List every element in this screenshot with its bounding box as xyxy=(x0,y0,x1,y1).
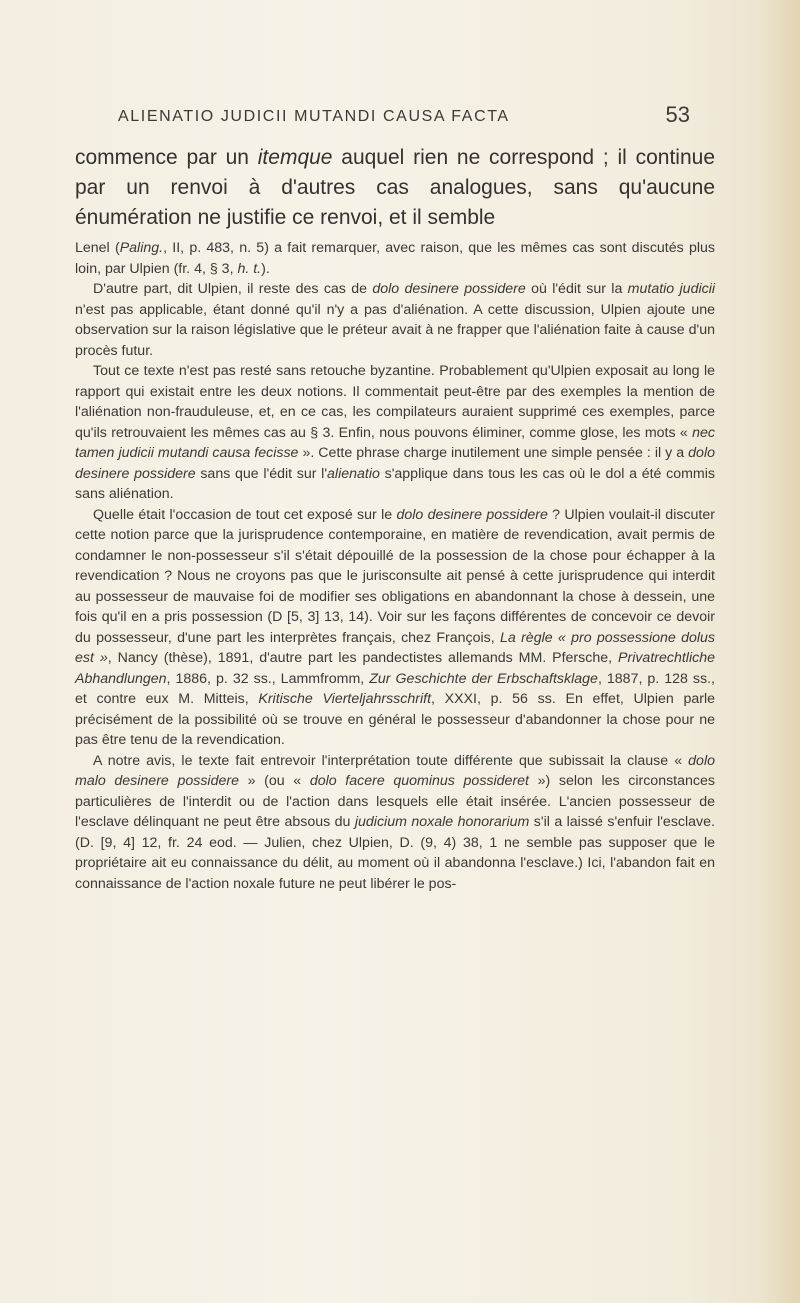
italic-run: h. t. xyxy=(237,260,262,277)
italic-run: judicium noxale honorarium xyxy=(354,814,530,830)
italic-run: dolo desinere possidere xyxy=(372,281,526,297)
running-title: ALIENATIO JUDICII MUTANDI CAUSA FACTA xyxy=(118,108,510,125)
running-header xyxy=(118,102,690,127)
intro-text: commence par un itemque auquel rien ne correspond ; il continue par un renvoi à d'autres cas analogues, sans qu'aucune énumération ne justifie ce renvoi, et il semble xyxy=(75,146,716,229)
italic-run: Privatrechtliche Abhandlungen xyxy=(75,650,715,687)
italic-run: mutatio judicii xyxy=(627,281,716,297)
paragraph-3: Tout ce texte n'est pas resté sans retouche byzantine. Probablement qu'Ulpien exposait au long le rapport qui existait entre les deux notions. Il commentait peut-être par des exemples la mention de l'aliénation non-frauduleuse, et, en ce cas, les compilateurs auraient supprimé ces exemples, parce qu'ils retrouvaient les mêmes cas au § 3. Enfin, nous pouvons éliminer, comme glose, les mots « nec tamen judicii mutandi causa fecisse ». Cette phrase charge inutilement une simple pensée : il y a dolo desinere possidere sans que l'édit sur l'alienatio s'applique dans tous les cas où le dol a été commis sans aliénation. xyxy=(75,363,715,502)
page-edge-stain xyxy=(760,0,800,1303)
footnote-block xyxy=(75,238,715,894)
italic-run: nec tamen judicii mutandi causa fecisse xyxy=(75,424,715,461)
italic-run: La règle « pro possessione dolus est » xyxy=(75,629,715,666)
italic-run: itemque xyxy=(257,146,333,169)
paragraph-1: Lenel (Paling., II, p. 483, n. 5) a fait remarquer, avec raison, que les mêmes cas sont discutés plus loin, par Ulpien (fr. 4, § 3, h. t.). xyxy=(75,240,715,277)
italic-run: Paling. xyxy=(119,240,164,256)
paragraph-5: A notre avis, le texte fait entrevoir l'interprétation toute différente que subissait la clause « dolo malo desinere possidere » (ou « dolo facere quominus possideret ») selon les circonstances particulières de l'interdit ou de l'action dans lesquels elle était insérée. L'ancien possesseur de l'esclave délinquant ne peut être absous du judicium noxale honorarium s'il a laissé s'enfuir l'esclave. (D. [9, 4] 12, fr. 24 eod. — Julien, chez Ulpien, D. (9, 4) 38, 1 ne semble pas supposer que le propriétaire ait eu connaissance du délit, au moment où il abandonna l'esclave.) Ici, l'abandon fait en connaissance de l'action noxale future ne peut libérer le pos- xyxy=(75,752,715,892)
paragraph-2: D'autre part, dit Ulpien, il reste des cas de dolo desinere possidere où l'édit sur la mutatio judicii n'est pas applicable, étant donné qu'il n'y a pas d'aliénation. A cette discussion, Ulpien ajoute une observation sur la raison législative que le préteur avait à ne frapper que l'aliénation faite à cause d'un procès futur. xyxy=(75,281,716,359)
italic-run: dolo facere quominus possideret xyxy=(309,773,529,789)
paragraph-4: Quelle était l'occasion de tout cet exposé sur le dolo desinere possidere ? Ulpien voulait-il discuter cette notion parce que la jurisprudence contemporaine, en matière de revendication, avait permis de condamner le non-possesseur s'il s'était dépouillé de la possession de la chose pour échapper à la revendication ? Nous ne croyons pas que le jurisconsulte ait pensé à cette jurisprudence qui interdit au possesseur de mauvaise foi de modifier ses obligations en abandonnant la chose à dessein, une fois qu'il en a pris possession (D [5, 3] 13, 14). Voir sur les façons différentes de concevoir ce devoir du possesseur, d'une part les interprètes français, chez François, La règle « pro possessione dolus est », Nancy (thèse), 1891, d'autre part les pandectistes allemands MM. Pfersche, Privatrechtliche Abhandlungen, 1886, p. 32 ss., Lammfromm, Zur Geschichte der Erbschaftsklage, 1887, p. 128 ss., et contre eux M. Mitteis, Kritische Vierteljahrsschrift, XXXI, p. 56 ss. En effet, Ulpien parle précisément de la possibilité où se trouve en général le possesseur d'abandonner la chose pour ne pas être tenu de la revendication. xyxy=(75,506,716,748)
italic-run: Kritische Vierteljahrsschrift xyxy=(258,691,432,707)
italic-run: dolo malo desinere possidere xyxy=(75,752,715,789)
italic-run: Zur Geschichte der Erbschaftsklage xyxy=(369,670,598,687)
italic-run: alienatio xyxy=(327,465,380,482)
italic-run: dolo desinere possidere xyxy=(396,506,548,523)
italic-run: dolo desinere possidere xyxy=(75,445,715,482)
continued-paragraph xyxy=(75,143,715,233)
page-number: 53 xyxy=(665,102,690,127)
